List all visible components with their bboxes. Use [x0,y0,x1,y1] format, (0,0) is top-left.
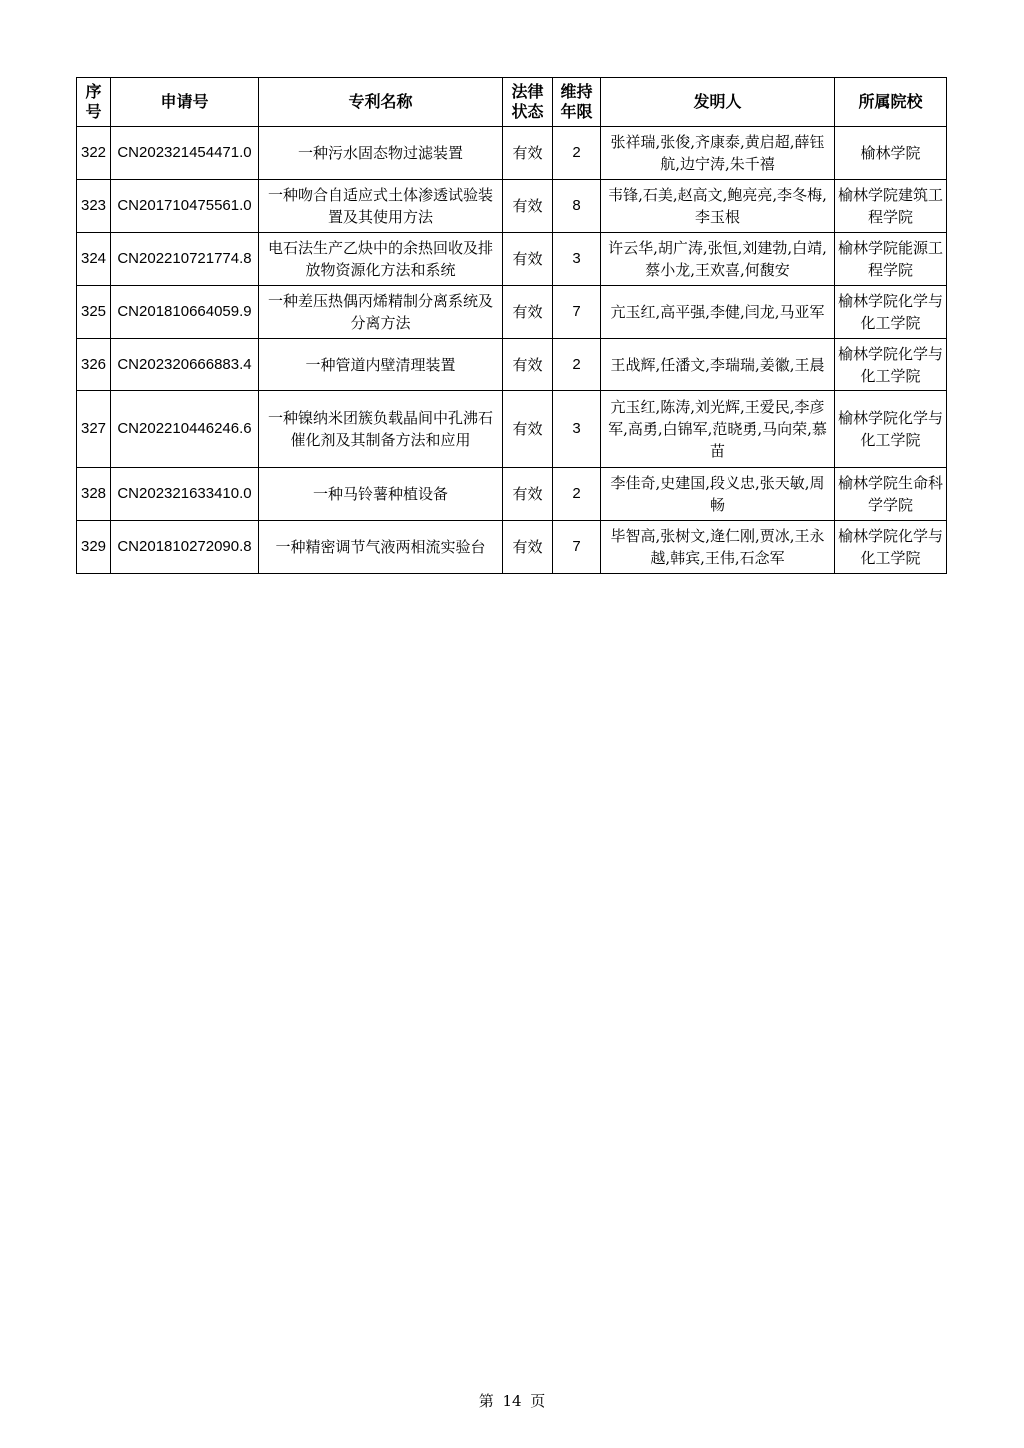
cell-legal-status: 有效 [503,286,553,339]
cell-maintenance-years: 3 [553,233,601,286]
cell-inventors: 亢玉红,高平强,李健,闫龙,马亚军 [601,286,835,339]
cell-application-number: CN202320666883.4 [111,339,259,391]
cell-school: 榆林学院化学与化工学院 [835,521,947,574]
cell-inventors: 李佳奇,史建国,段义忠,张天敏,周畅 [601,468,835,521]
cell-legal-status: 有效 [503,468,553,521]
cell-inventors: 亢玉红,陈涛,刘光辉,王爱民,李彦军,高勇,白锦军,范晓勇,马向荣,慕苗 [601,391,835,468]
table-row [77,521,947,574]
cell-application-number: CN202321454471.0 [111,127,259,180]
cell-maintenance-years: 3 [553,391,601,468]
cell-patent-title: 一种管道内壁清理装置 [259,339,503,391]
cell-patent-title: 一种精密调节气液两相流实验台 [259,521,503,574]
table-row [77,180,947,233]
table-row [77,339,947,391]
cell-legal-status: 有效 [503,391,553,468]
cell-school: 榆林学院建筑工程学院 [835,180,947,233]
cell-maintenance-years: 7 [553,521,601,574]
cell-application-number: CN202321633410.0 [111,468,259,521]
cell-patent-title: 一种污水固态物过滤装置 [259,127,503,180]
cell-patent-title: 一种马铃薯种植设备 [259,468,503,521]
cell-legal-status: 有效 [503,233,553,286]
cell-legal-status: 有效 [503,180,553,233]
cell-inventors: 毕智高,张树文,逄仁刚,贾冰,王永越,韩宾,王伟,石念军 [601,521,835,574]
header-row [77,78,947,127]
cell-legal-status: 有效 [503,339,553,391]
cell-school: 榆林学院 [835,127,947,180]
cell-patent-title: 电石法生产乙炔中的余热回收及排放物资源化方法和系统 [259,233,503,286]
cell-application-number: CN202210446246.6 [111,391,259,468]
cell-serial: 322 [77,127,111,180]
header-application-number: 申请号 [111,78,259,127]
cell-serial: 327 [77,391,111,468]
cell-school: 榆林学院化学与化工学院 [835,391,947,468]
cell-application-number: CN202210721774.8 [111,233,259,286]
cell-school: 榆林学院能源工程学院 [835,233,947,286]
cell-legal-status: 有效 [503,521,553,574]
cell-school: 榆林学院生命科学学院 [835,468,947,521]
table-row [77,286,947,339]
cell-school: 榆林学院化学与化工学院 [835,339,947,391]
patent-table [76,77,947,574]
cell-school: 榆林学院化学与化工学院 [835,286,947,339]
cell-maintenance-years: 2 [553,127,601,180]
cell-patent-title: 一种差压热偶丙烯精制分离系统及分离方法 [259,286,503,339]
cell-legal-status: 有效 [503,127,553,180]
cell-inventors: 韦锋,石美,赵高文,鲍亮亮,李冬梅,李玉根 [601,180,835,233]
cell-application-number: CN201810272090.8 [111,521,259,574]
table-row [77,233,947,286]
cell-inventors: 王战辉,任潘文,李瑞瑞,姜徽,王晨 [601,339,835,391]
cell-serial: 326 [77,339,111,391]
cell-maintenance-years: 8 [553,180,601,233]
cell-serial: 324 [77,233,111,286]
header-patent-title: 专利名称 [259,78,503,127]
cell-serial: 323 [77,180,111,233]
cell-serial: 328 [77,468,111,521]
cell-serial: 329 [77,521,111,574]
cell-patent-title: 一种镍纳米团簇负载晶间中孔沸石催化剂及其制备方法和应用 [259,391,503,468]
page-number: 第 14 页 [478,1392,546,1410]
header-school: 所属院校 [835,78,947,127]
header-serial: 序号 [77,78,111,127]
header-inventors: 发明人 [601,78,835,127]
header-maintenance-years: 维持年限 [553,78,601,127]
cell-inventors: 张祥瑞,张俊,齐康泰,黄启超,薛钰航,边宁涛,朱千禧 [601,127,835,180]
cell-serial: 325 [77,286,111,339]
cell-maintenance-years: 2 [553,468,601,521]
cell-patent-title: 一种吻合自适应式土体渗透试验装置及其使用方法 [259,180,503,233]
cell-application-number: CN201810664059.9 [111,286,259,339]
cell-maintenance-years: 7 [553,286,601,339]
header-legal-status: 法律状态 [503,78,553,127]
cell-application-number: CN201710475561.0 [111,180,259,233]
table-row [77,468,947,521]
table-row [77,127,947,180]
cell-inventors: 许云华,胡广涛,张恒,刘建勃,白靖,蔡小龙,王欢喜,何馥安 [601,233,835,286]
table-row [77,391,947,468]
cell-maintenance-years: 2 [553,339,601,391]
